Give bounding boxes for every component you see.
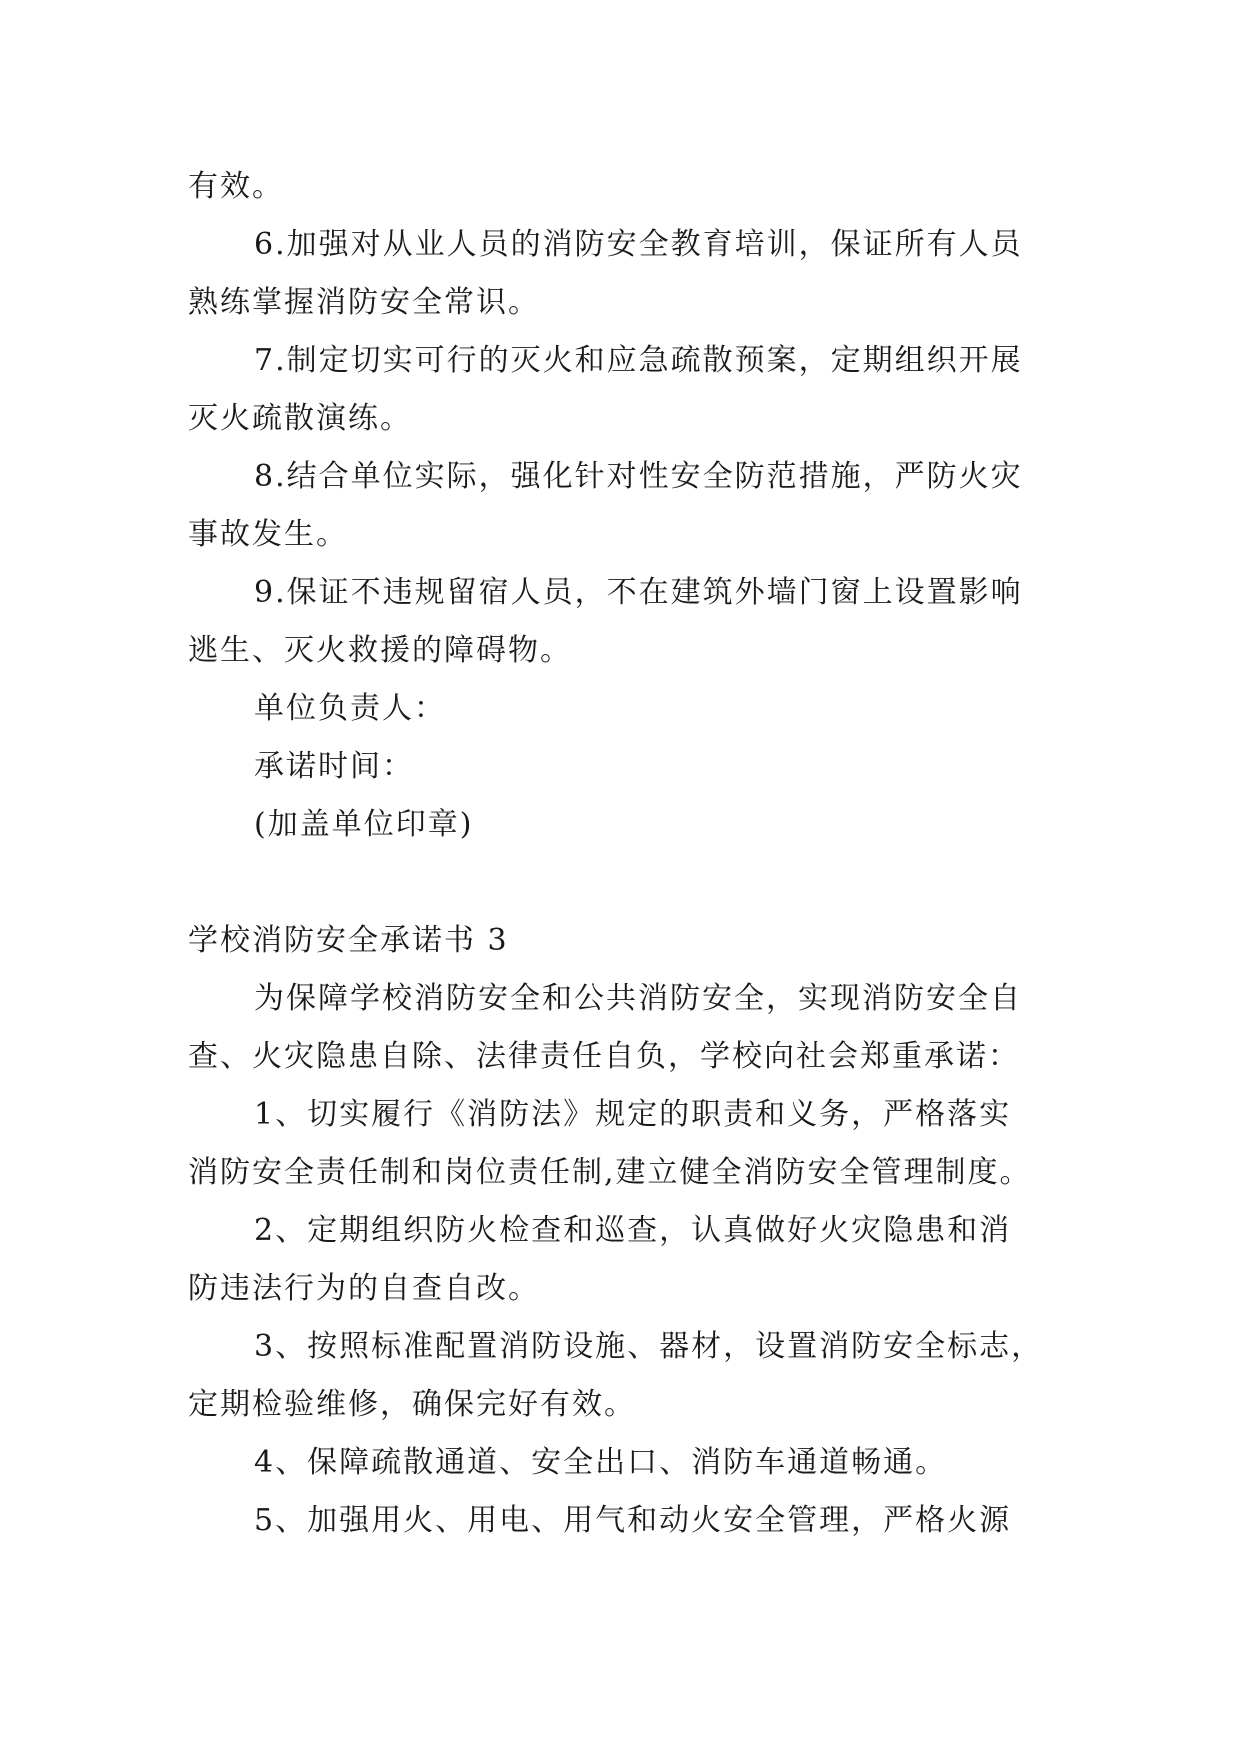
item-6-line-2: 熟练掌握消防安全常识。 xyxy=(188,285,540,320)
item-7-line-1: 7.制定切实可行的灭火和应急疏散预案，定期组织开展 xyxy=(254,343,1023,378)
signature-seal: (加盖单位印章) xyxy=(254,807,474,842)
pledge-4-line-1: 4、保障疏散通道、安全出口、消防车通道畅通。 xyxy=(254,1445,948,1480)
pledge-1-line-2: 消防安全责任制和岗位责任制,建立健全消防安全管理制度。 xyxy=(188,1155,1032,1190)
pledge-3-line-2: 定期检验维修，确保完好有效。 xyxy=(188,1387,636,1422)
item-9-line-1: 9.保证不违规留宿人员，不在建筑外墙门窗上设置影响 xyxy=(254,575,1023,610)
item-8-line-1: 8.结合单位实际，强化针对性安全防范措施，严防火灾 xyxy=(254,459,1023,494)
section-title: 学校消防安全承诺书 3 xyxy=(188,923,509,958)
pledge-3-line-1: 3、按照标准配置消防设施、器材，设置消防安全标志， xyxy=(254,1329,1044,1364)
signature-date: 承诺时间： xyxy=(254,749,414,784)
document-page xyxy=(188,158,1058,1550)
item-6-line-1: 6.加强对从业人员的消防安全教育培训，保证所有人员 xyxy=(254,227,1023,262)
pledge-2-line-2: 防违法行为的自查自改。 xyxy=(188,1271,540,1306)
pledge-5-line-1: 5、加强用火、用电、用气和动火安全管理，严格火源 xyxy=(254,1503,1012,1538)
pledge-2-line-1: 2、定期组织防火检查和巡查，认真做好火灾隐患和消 xyxy=(254,1213,1012,1248)
item-8-line-2: 事故发生。 xyxy=(188,517,348,552)
pledge-1-line-1: 1、切实履行《消防法》规定的职责和义务，严格落实 xyxy=(254,1097,1012,1132)
continuation-text: 有效。 xyxy=(188,169,284,204)
section-gap xyxy=(188,854,1058,912)
intro-line-2: 查、火灾隐患自除、法律责任自负，学校向社会郑重承诺： xyxy=(188,1039,1020,1074)
intro-line-1: 为保障学校消防安全和公共消防安全，实现消防安全自 xyxy=(254,981,1022,1016)
item-9-line-2: 逃生、灭火救援的障碍物。 xyxy=(188,633,572,668)
signature-responsible: 单位负责人： xyxy=(254,691,446,726)
item-7-line-2: 灭火疏散演练。 xyxy=(188,401,412,436)
